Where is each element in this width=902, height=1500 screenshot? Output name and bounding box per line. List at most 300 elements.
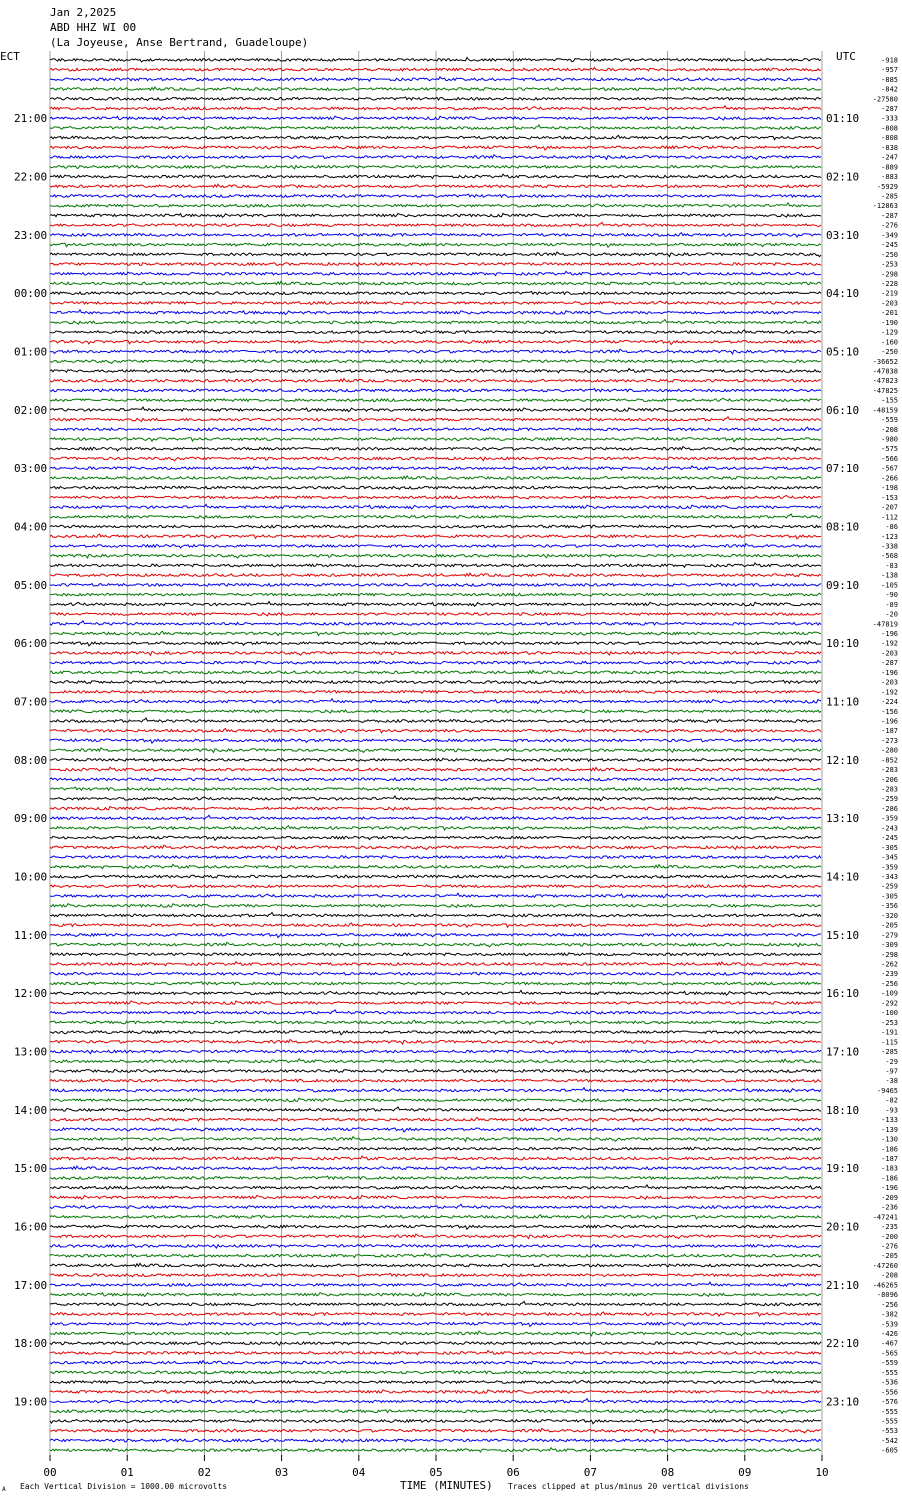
- left-hour-label: 01:00: [14, 345, 48, 359]
- right-hour-label: 15:10: [826, 928, 860, 942]
- trace-row: [50, 1399, 821, 1403]
- row-value-label: -253: [881, 1018, 898, 1027]
- trace-row: [50, 807, 821, 811]
- row-value-label: -889: [881, 163, 898, 172]
- row-value-label: -283: [881, 785, 898, 794]
- row-value-label: -559: [881, 1359, 898, 1368]
- row-value-label: -186: [881, 1174, 898, 1183]
- trace-row: [50, 1390, 821, 1394]
- right-hour-label: 03:10: [826, 228, 860, 242]
- trace-row: [50, 913, 821, 917]
- trace-row: [50, 593, 821, 596]
- trace-row: [50, 330, 821, 333]
- row-value-label: -285: [881, 192, 898, 201]
- trace-row: [50, 271, 821, 275]
- trace-row: [50, 389, 821, 393]
- scale-note: Each Vertical Division = 1000.00 microvolts: [20, 1482, 228, 1491]
- trace-row: [50, 486, 821, 490]
- x-tick-label: 03: [274, 1466, 289, 1479]
- row-value-label: -97: [885, 1067, 898, 1076]
- row-value-label: -47825: [872, 386, 898, 395]
- trace-row: [50, 496, 821, 499]
- row-value-label: -359: [881, 863, 898, 872]
- row-value-label: -575: [881, 445, 898, 454]
- trace-row: [50, 778, 821, 781]
- row-value-label: -47838: [872, 367, 898, 376]
- trace-row: [50, 758, 821, 761]
- row-value-label: -556: [881, 1388, 898, 1397]
- row-value-label: -250: [881, 348, 898, 356]
- row-value-label: -208: [881, 425, 898, 434]
- row-value-label: -253: [881, 260, 898, 269]
- row-value-label: -129: [881, 328, 898, 337]
- row-value-label: -256: [881, 980, 898, 988]
- trace-row: [50, 942, 821, 947]
- trace-row: [50, 1147, 821, 1151]
- trace-row: [50, 379, 821, 383]
- trace-row: [50, 97, 821, 101]
- row-value-label: -980: [881, 435, 898, 444]
- trace-row: [50, 1204, 821, 1208]
- trace-row: [50, 1312, 821, 1316]
- trace-row: [50, 729, 821, 733]
- trace-row: [50, 875, 821, 878]
- row-value-label: -156: [881, 707, 898, 716]
- row-value-label: -8096: [876, 1291, 898, 1300]
- trace-row: [50, 1070, 821, 1073]
- left-hour-label: 09:00: [14, 812, 48, 826]
- row-value-label: -333: [881, 114, 898, 123]
- trace-row: [50, 1118, 821, 1122]
- x-tick-label: 02: [197, 1466, 212, 1479]
- row-value-label: -100: [881, 1009, 898, 1018]
- row-value-label: -276: [881, 221, 898, 230]
- row-value-label: -239: [881, 970, 898, 979]
- trace-row: [50, 360, 821, 364]
- row-value-label: -203: [881, 678, 898, 687]
- trace-row: [50, 1448, 821, 1452]
- row-value-label: -203: [881, 299, 898, 308]
- x-tick-label: 09: [738, 1466, 752, 1479]
- row-value-label: -138: [881, 571, 898, 580]
- trace-row: [50, 233, 821, 237]
- row-value-label: -287: [881, 105, 898, 113]
- trace-row: [50, 514, 821, 519]
- trace-row: [50, 58, 821, 62]
- trace-row: [50, 1273, 821, 1277]
- trace-row: [50, 1409, 821, 1413]
- row-value-label: -12863: [872, 202, 898, 211]
- right-hour-label: 18:10: [826, 1103, 860, 1117]
- trace-row: [50, 77, 821, 81]
- right-hour-label: 06:10: [826, 403, 860, 417]
- trace-row: [50, 815, 821, 819]
- row-value-label: -808: [881, 134, 898, 143]
- trace-row: [50, 990, 821, 995]
- trace-row: [50, 349, 821, 354]
- row-value-label: -139: [881, 1125, 898, 1134]
- left-hour-label: 21:00: [14, 112, 48, 126]
- trace-row: [50, 953, 821, 956]
- right-hour-label: 09:10: [826, 578, 860, 592]
- right-hour-label: 07:10: [826, 462, 860, 476]
- row-value-label: -285: [881, 1048, 898, 1056]
- trace-row: [50, 525, 821, 528]
- left-hour-labels: [14, 112, 47, 1408]
- row-value-label: -90: [885, 591, 898, 600]
- row-value-label: -245: [881, 834, 898, 843]
- left-hour-label: 19:00: [14, 1395, 48, 1409]
- row-value-label: -155: [881, 396, 898, 405]
- trace-row: [50, 767, 821, 771]
- row-value-label: -112: [881, 513, 898, 522]
- row-value-label: -539: [881, 1320, 898, 1329]
- trace-row: [50, 1128, 821, 1132]
- row-value-label: -203: [881, 649, 898, 658]
- trace-row: [50, 1234, 821, 1239]
- row-value-label: -286: [881, 805, 898, 813]
- row-value-label: -105: [881, 581, 898, 590]
- trace-row: [50, 796, 821, 801]
- row-value-label: -205: [881, 1252, 898, 1261]
- trace-row: [50, 369, 821, 373]
- trace-row: [50, 340, 821, 344]
- trace-row: [50, 213, 821, 217]
- right-hour-label: 08:10: [826, 520, 860, 534]
- trace-row: [50, 87, 821, 91]
- trace-row: [50, 1439, 821, 1442]
- right-hour-label: 16:10: [826, 987, 860, 1001]
- row-value-label: -576: [881, 1398, 898, 1406]
- row-value-label: -183: [881, 1164, 898, 1173]
- row-value-label: -247: [881, 153, 898, 162]
- trace-row: [50, 1001, 821, 1005]
- row-value-label: -259: [881, 882, 898, 891]
- x-tick-label: 01: [120, 1466, 134, 1479]
- trace-row: [50, 116, 821, 120]
- plot-date: Jan 2,2025: [50, 6, 117, 19]
- trace-row: [50, 1225, 821, 1229]
- row-value-label: -467: [881, 1339, 898, 1348]
- trace-row: [50, 1371, 821, 1375]
- right-hour-label: 04:10: [826, 287, 860, 301]
- right-hour-label: 11:10: [826, 695, 860, 709]
- trace-row: [50, 680, 821, 684]
- left-hour-label: 05:00: [14, 578, 48, 592]
- row-value-label: -382: [881, 1310, 898, 1319]
- trace-row: [50, 155, 821, 160]
- left-hour-label: 11:00: [14, 928, 48, 942]
- row-value-label: -187: [881, 1155, 898, 1163]
- trace-row: [50, 856, 821, 859]
- row-value-label: -228: [881, 280, 898, 288]
- trace-row: [50, 291, 821, 295]
- row-value-labels: [873, 56, 898, 1454]
- row-value-label: -27580: [872, 95, 898, 104]
- right-hour-label: 20:10: [826, 1220, 860, 1234]
- trace-row: [50, 203, 821, 207]
- row-value-label: -283: [881, 766, 898, 775]
- left-hour-label: 02:00: [14, 403, 48, 417]
- trace-row: [50, 962, 821, 966]
- trace-row: [50, 301, 821, 304]
- row-value-label: -46265: [872, 1281, 898, 1290]
- row-value-label: -47823: [872, 377, 898, 386]
- trace-row: [50, 691, 821, 694]
- right-hour-label: 02:10: [826, 170, 860, 184]
- left-timezone-label: ECT: [0, 50, 20, 63]
- row-value-label: -243: [881, 824, 898, 833]
- left-hour-label: 00:00: [14, 287, 48, 301]
- row-value-label: -235: [881, 1223, 898, 1231]
- row-value-label: -186: [881, 1145, 898, 1154]
- row-value-label: -20: [885, 610, 898, 619]
- trace-row: [50, 243, 821, 247]
- trace-row: [50, 1050, 821, 1054]
- row-value-label: -5929: [876, 182, 898, 191]
- trace-row: [50, 1059, 821, 1063]
- trace-row: [50, 699, 821, 704]
- trace-row: [50, 1420, 821, 1424]
- trace-row: [50, 1098, 821, 1102]
- row-value-label: -567: [881, 464, 898, 473]
- right-hour-label: 01:10: [826, 112, 860, 126]
- trace-row: [50, 602, 821, 607]
- row-value-label: -842: [881, 85, 898, 94]
- row-value-label: -196: [881, 668, 898, 677]
- trace-row: [50, 194, 821, 198]
- trace-row: [50, 1428, 821, 1433]
- row-value-label: -359: [881, 814, 898, 823]
- row-value-label: -338: [881, 542, 898, 551]
- row-value-label: -224: [881, 698, 898, 706]
- row-value-label: -883: [881, 173, 898, 181]
- row-value-label: -48159: [872, 406, 898, 415]
- row-value-label: -198: [881, 484, 898, 493]
- row-value-label: -219: [881, 289, 898, 298]
- station-code: ABD HHZ WI 00: [50, 21, 137, 34]
- trace-row: [50, 826, 821, 830]
- right-hour-label: 12:10: [826, 753, 860, 767]
- row-value-label: -918: [881, 56, 898, 65]
- row-value-label: -192: [881, 639, 898, 648]
- right-hour-label: 05:10: [826, 345, 860, 359]
- right-timezone-label: UTC: [836, 50, 856, 63]
- row-value-label: -47260: [872, 1261, 898, 1270]
- trace-row: [50, 1020, 821, 1024]
- trace-row: [50, 885, 821, 888]
- x-axis-label: TIME (MINUTES): [400, 1479, 493, 1492]
- trace-row: [50, 457, 821, 461]
- right-hour-labels: [826, 112, 859, 1408]
- trace-row: [50, 1331, 821, 1336]
- row-value-label: -153: [881, 493, 898, 502]
- row-value-label: -191: [881, 1028, 898, 1037]
- trace-row: [50, 1342, 821, 1346]
- trace-row: [50, 1010, 821, 1014]
- trace-row: [50, 1322, 821, 1326]
- right-hour-label: 14:10: [826, 870, 860, 884]
- trace-row: [50, 398, 821, 401]
- trace-row: [50, 174, 821, 178]
- trace-row: [50, 222, 821, 226]
- row-value-label: -542: [881, 1436, 898, 1445]
- trace-row: [50, 1215, 821, 1219]
- x-tick-label: 06: [506, 1466, 520, 1479]
- trace-row: [50, 893, 821, 898]
- left-hour-label: 17:00: [14, 1278, 48, 1292]
- trace-row: [50, 1040, 821, 1045]
- trace-row: [50, 417, 821, 422]
- trace-row: [50, 427, 821, 430]
- row-value-label: -196: [881, 630, 898, 638]
- trace-row: [50, 320, 821, 325]
- trace-row: [50, 1195, 821, 1199]
- trace-row: [50, 972, 821, 975]
- trace-row: [50, 554, 821, 558]
- trace-row: [50, 1263, 821, 1267]
- row-value-label: -262: [881, 960, 898, 969]
- row-value-label: -885: [881, 75, 898, 84]
- left-hour-label: 12:00: [14, 987, 48, 1001]
- trace-row: [50, 310, 821, 315]
- left-hour-label: 03:00: [14, 462, 48, 476]
- left-hour-label: 10:00: [14, 870, 48, 884]
- trace-row: [50, 1379, 821, 1383]
- row-value-label: -38: [885, 1077, 898, 1086]
- row-value-label: -852: [881, 756, 898, 765]
- trace-row: [50, 466, 821, 470]
- row-value-label: -555: [881, 1407, 898, 1416]
- row-value-label: -250: [881, 250, 898, 259]
- row-value-label: -553: [881, 1427, 898, 1436]
- station-location: (La Joyeuse, Anse Bertrand, Guadeloupe): [50, 36, 309, 49]
- row-value-label: -345: [881, 853, 898, 862]
- row-value-label: -86: [885, 523, 898, 531]
- trace-row: [50, 281, 821, 285]
- row-value-label: -309: [881, 941, 898, 950]
- row-value-label: -259: [881, 795, 898, 804]
- trace-row: [50, 923, 821, 927]
- trace-row: [50, 1166, 821, 1170]
- row-value-label: -208: [881, 1271, 898, 1280]
- right-hour-label: 22:10: [826, 1337, 860, 1351]
- row-value-label: -320: [881, 911, 898, 920]
- left-hour-label: 16:00: [14, 1220, 48, 1234]
- trace-row: [50, 982, 821, 985]
- row-value-label: -555: [881, 1417, 898, 1426]
- x-tick-label: 05: [429, 1466, 443, 1479]
- trace-row: [50, 845, 821, 850]
- trace-row: [50, 573, 821, 577]
- trace-row: [50, 476, 821, 480]
- row-value-label: -200: [881, 1232, 898, 1241]
- trace-row: [50, 718, 821, 722]
- trace-row: [50, 836, 821, 840]
- row-value-label: -838: [881, 143, 898, 152]
- trace-row: [50, 670, 821, 674]
- trace-row: [50, 563, 821, 567]
- row-value-label: -298: [881, 950, 898, 959]
- row-value-label: -305: [881, 843, 898, 852]
- trace-row: [50, 904, 821, 908]
- trace-row: [50, 1156, 821, 1160]
- trace-row: [50, 136, 821, 140]
- trace-row: [50, 864, 821, 868]
- row-value-label: -82: [885, 1096, 898, 1105]
- left-hour-label: 04:00: [14, 520, 48, 534]
- row-value-label: -555: [881, 1368, 898, 1377]
- trace-row: [50, 67, 821, 71]
- right-hour-label: 10:10: [826, 637, 860, 651]
- x-tick-label: 07: [583, 1466, 598, 1479]
- row-value-label: -559: [881, 416, 898, 425]
- left-hour-label: 08:00: [14, 753, 48, 767]
- row-value-label: -9465: [876, 1086, 898, 1095]
- row-value-label: -89: [885, 600, 898, 609]
- row-value-label: -349: [881, 231, 898, 240]
- row-value-label: -256: [881, 1300, 898, 1309]
- trace-row: [50, 534, 821, 539]
- trace-row: [50, 621, 821, 625]
- trace-row: [50, 1185, 821, 1189]
- row-value-label: -245: [881, 241, 898, 250]
- x-tick-label: 00: [43, 1466, 57, 1479]
- trace-row: [50, 407, 821, 412]
- trace-row: [50, 1245, 821, 1249]
- row-value-label: -205: [881, 921, 898, 930]
- row-value-label: -196: [881, 717, 898, 726]
- trace-row: [50, 544, 821, 548]
- row-value-label: -276: [881, 1242, 898, 1251]
- trace-row: [50, 1351, 821, 1355]
- corner-mark: A: [2, 1486, 6, 1493]
- row-value-label: -566: [881, 455, 898, 463]
- trace-row: [50, 613, 821, 616]
- row-value-label: -83: [885, 561, 898, 570]
- left-hour-label: 06:00: [14, 637, 48, 651]
- row-value-label: -273: [881, 736, 898, 745]
- row-value-label: -292: [881, 999, 898, 1008]
- trace-row: [50, 1176, 821, 1180]
- row-value-label: -426: [881, 1330, 898, 1338]
- trace-row: [50, 438, 821, 442]
- right-hour-label: 23:10: [826, 1395, 860, 1409]
- row-value-label: -356: [881, 902, 898, 911]
- left-hour-label: 14:00: [14, 1103, 48, 1117]
- trace-row: [50, 125, 821, 129]
- trace-row: [50, 184, 821, 188]
- left-hour-label: 07:00: [14, 695, 48, 709]
- trace-row: [50, 1253, 821, 1257]
- row-value-label: -130: [881, 1135, 898, 1144]
- trace-row: [50, 1361, 821, 1365]
- x-tick-label: 08: [660, 1466, 675, 1479]
- row-value-label: -536: [881, 1378, 898, 1387]
- row-value-label: -47819: [872, 620, 898, 629]
- row-value-label: -605: [881, 1446, 898, 1455]
- row-value-label: -196: [881, 1184, 898, 1193]
- row-value-label: -280: [881, 746, 898, 755]
- row-value-label: -133: [881, 1116, 898, 1125]
- trace-row: [50, 1079, 821, 1082]
- trace-row: [50, 660, 821, 664]
- row-value-label: -29: [885, 1057, 898, 1066]
- row-value-label: -343: [881, 873, 898, 881]
- row-value-label: -160: [881, 338, 898, 347]
- row-value-label: -209: [881, 1193, 898, 1202]
- row-value-label: -266: [881, 474, 898, 483]
